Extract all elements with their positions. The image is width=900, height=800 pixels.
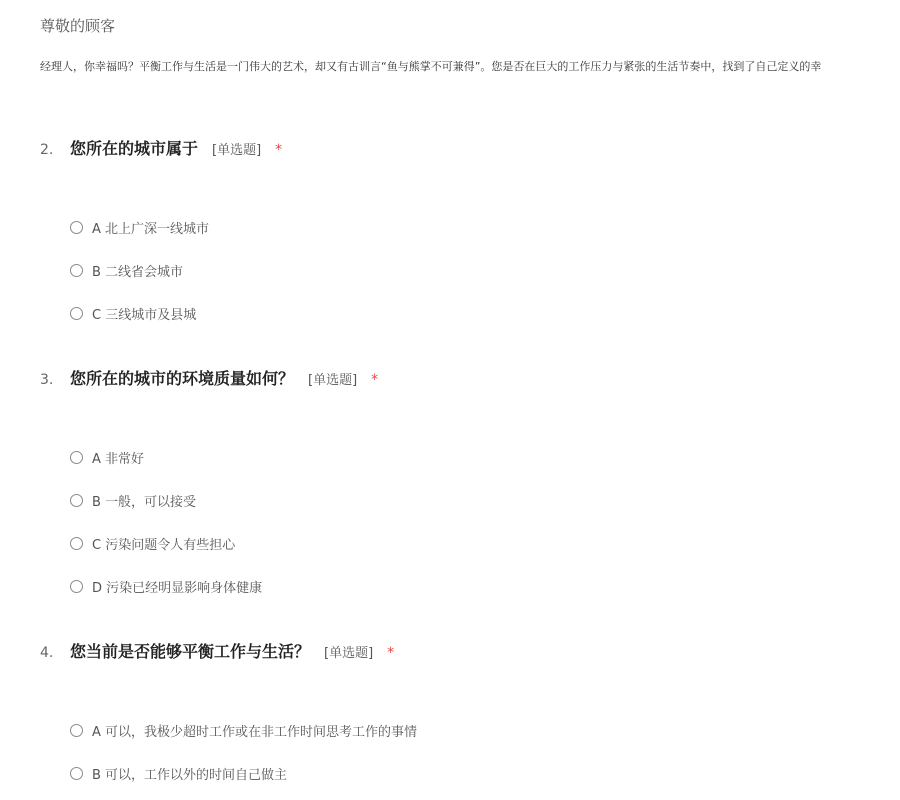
question-title-row [40, 136, 880, 159]
required-marker: * [387, 645, 395, 661]
option-q3-d[interactable] [70, 565, 880, 608]
required-marker: * [275, 142, 283, 158]
question-type-label: [单选题] [308, 373, 358, 388]
option-q3-a[interactable] [70, 436, 880, 479]
question-3 [40, 366, 880, 608]
radio-button[interactable] [70, 221, 83, 234]
option-q2-a[interactable] [70, 206, 880, 249]
option-q3-b[interactable] [70, 479, 880, 522]
option-label: D 污染已经明显影响身体健康 [92, 581, 263, 596]
question-title-row [40, 639, 880, 662]
option-label: A 非常好 [92, 452, 145, 467]
question-4 [40, 639, 880, 800]
question-type-label: [单选题] [212, 143, 262, 158]
question-number: 4. [40, 645, 54, 661]
option-label: C 污染问题令人有些担心 [92, 538, 236, 553]
question-type-label: [单选题] [324, 646, 374, 661]
question-text: 您当前是否能够平衡工作与生活？ [70, 642, 311, 661]
radio-button[interactable] [70, 307, 83, 320]
question-title-row [40, 366, 880, 389]
option-q2-b[interactable] [70, 249, 880, 292]
option-q4-a[interactable] [70, 709, 880, 752]
option-label: B 一般，可以接受 [92, 495, 197, 510]
option-list [40, 709, 880, 800]
question-number: 2. [40, 142, 54, 158]
option-label: A 北上广深一线城市 [92, 222, 210, 237]
radio-button[interactable] [70, 494, 83, 507]
survey-intro-text: 经理人，你幸福吗？平衡工作与生活是一门伟大的艺术，却又有古训言“鱼与熊掌不可兼得”。您是否在巨大的工作压力与紧张的生活节奏中，找到了自己定义的幸 [40, 60, 822, 73]
radio-button[interactable] [70, 451, 83, 464]
option-label: C 三线城市及县城 [92, 308, 197, 323]
option-q4-b[interactable] [70, 752, 880, 795]
option-q3-c[interactable] [70, 522, 880, 565]
question-number: 3. [40, 372, 54, 388]
radio-button[interactable] [70, 580, 83, 593]
option-label: A 可以，我极少超时工作或在非工作时间思考工作的事情 [92, 725, 418, 740]
question-text: 您所在的城市的环境质量如何？ [70, 369, 295, 388]
required-marker: * [371, 372, 379, 388]
radio-button[interactable] [70, 767, 83, 780]
option-list [40, 436, 880, 608]
radio-button[interactable] [70, 724, 83, 737]
option-list [40, 206, 880, 335]
option-q4-c[interactable] [70, 795, 880, 800]
option-label: B 可以，工作以外的时间自己做主 [92, 768, 288, 783]
option-q2-c[interactable] [70, 292, 880, 335]
radio-button[interactable] [70, 537, 83, 550]
question-2 [40, 136, 880, 335]
radio-button[interactable] [70, 264, 83, 277]
question-text: 您所在的城市属于 [70, 139, 199, 158]
greeting-title: 尊敬的顾客 [40, 17, 116, 35]
option-label: B 二线省会城市 [92, 265, 184, 280]
